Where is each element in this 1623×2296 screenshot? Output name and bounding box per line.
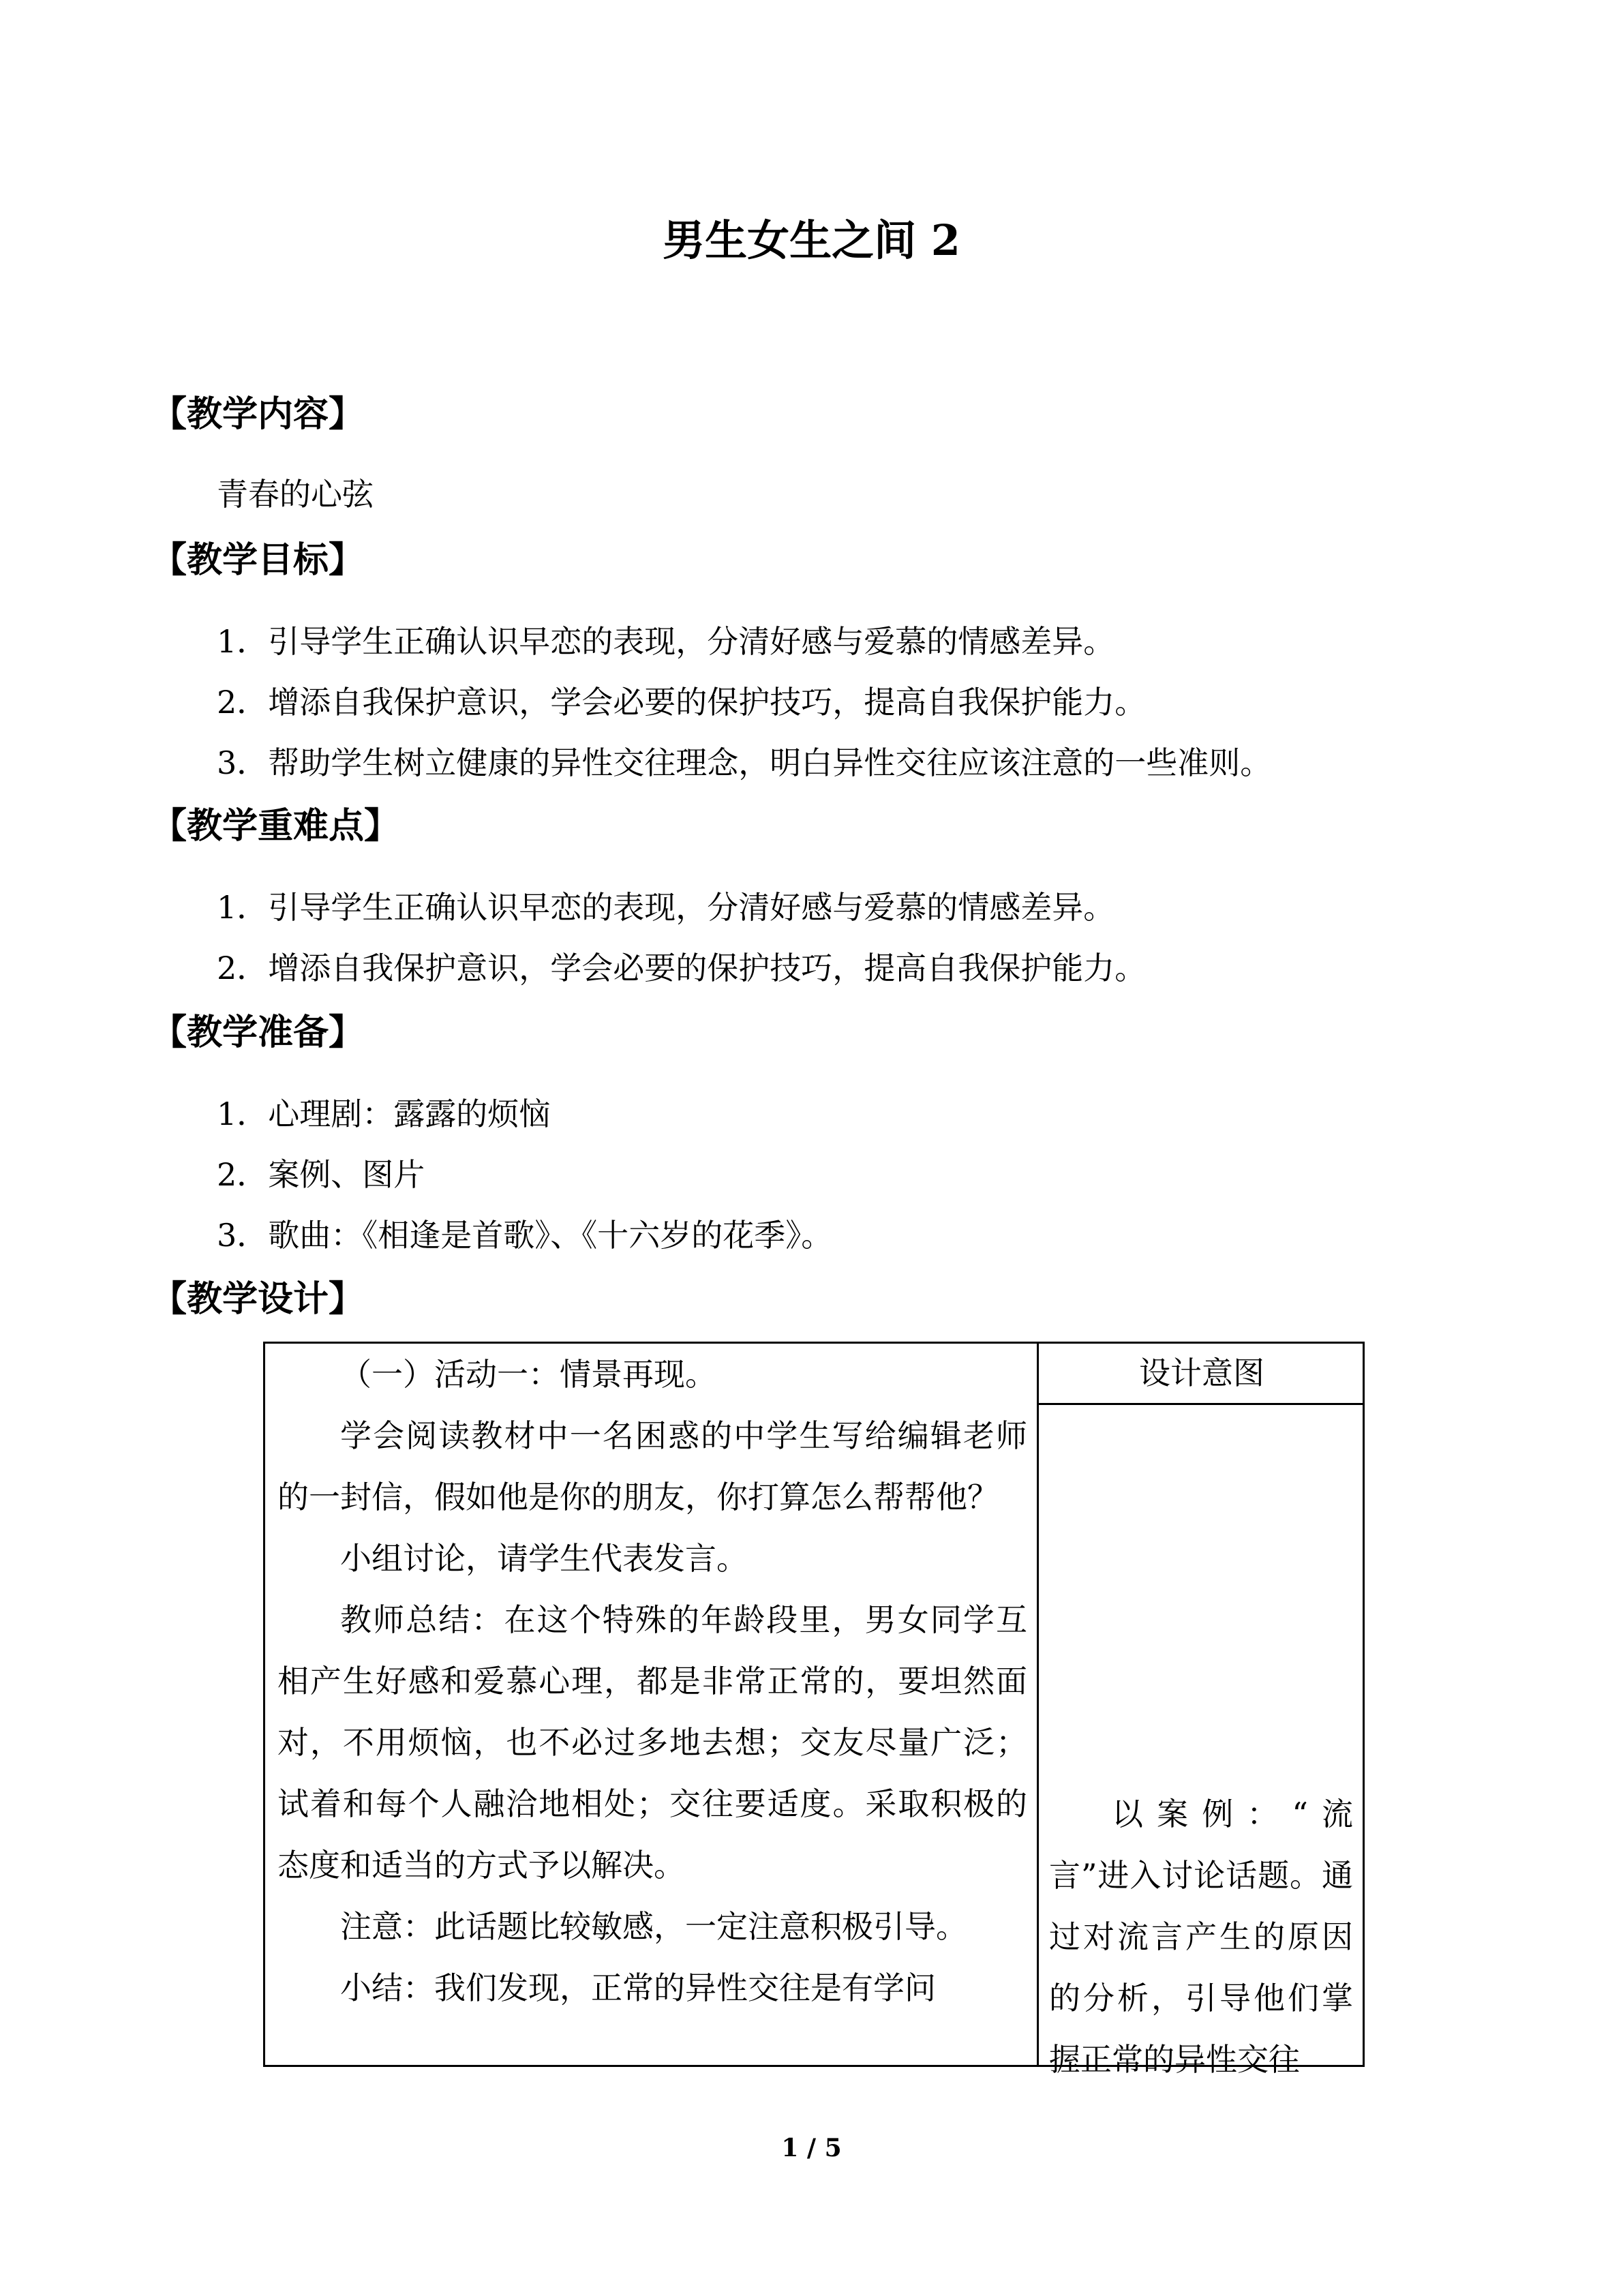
design-table <box>263 1342 1365 2078</box>
table-column-divider <box>1037 1344 1039 2065</box>
key-point-item-1: 1．引导学生正确认识早恋的表现，分清好感与爱慕的情感差异。 <box>217 889 1115 926</box>
section-heading-goals: 【教学目标】 <box>151 539 365 581</box>
section-heading-content: 【教学内容】 <box>151 393 365 435</box>
activity-paragraph-5: 注意：此话题比较敏感，一定注意积极引导。 <box>340 1908 967 1945</box>
document-title: 男生女生之间 2 <box>663 215 960 265</box>
activity-paragraph-6: 小结：我们发现，正常的异性交往是有学问 <box>340 1969 936 2006</box>
section-heading-preparation: 【教学准备】 <box>151 1012 365 1053</box>
preparation-item-3: 3．歌曲：《相逢是首歌》、《十六岁的花季》。 <box>217 1217 833 1254</box>
page-number: 1 / 5 <box>781 2134 842 2162</box>
activity-cell <box>277 1344 1027 2065</box>
activity-paragraph-3: 小组讨论，请学生代表发言。 <box>340 1540 748 1577</box>
activity-paragraph-1: （一）活动一：情景再现。 <box>340 1356 716 1393</box>
design-intent-text: 以案例：“流言”进入讨论话题。通过对流言产生的原因的分析，引导他们掌握正常的异性交往 <box>1049 1796 1353 2078</box>
content-text: 青春的心弦 <box>217 476 374 513</box>
table-header-divider <box>1039 1403 1365 1405</box>
section-heading-key-points: 【教学重难点】 <box>151 805 400 847</box>
goal-item-3: 3．帮助学生树立健康的异性交往理念，明白异性交往应该注意的一些准则。 <box>217 744 1272 781</box>
activity-paragraph-2: 学会阅读教材中一名困惑的中学生写给编辑老师的一封信，假如他是你的朋友，你打算怎么帮帮他？ <box>277 1417 1027 1515</box>
goal-item-2: 2．增添自我保护意识，学会必要的保护技巧，提高自我保护能力。 <box>217 684 1147 721</box>
design-intent-cell <box>1049 1783 1353 2090</box>
key-point-item-2: 2．增添自我保护意识，学会必要的保护技巧，提高自我保护能力。 <box>217 950 1147 986</box>
section-heading-design: 【教学设计】 <box>151 1278 365 1320</box>
goal-item-1: 1．引导学生正确认识早恋的表现，分清好感与爱慕的情感差异。 <box>217 623 1115 660</box>
design-intent-header: 设计意图 <box>1139 1355 1264 1391</box>
activity-paragraph-4: 教师总结：在这个特殊的年龄段里，男女同学互相产生好感和爱慕心理，都是非常正常的，要坦然面对，不用烦恼，也不必过多地去想；交友尽量广泛；试着和每个人融洽地相处；交往要适度。采取积极的态度和适当的方式予以解决。 <box>277 1601 1027 1884</box>
preparation-item-2: 2．案例、图片 <box>217 1156 425 1193</box>
preparation-item-1: 1．心理剧：露露的烦恼 <box>217 1096 551 1132</box>
